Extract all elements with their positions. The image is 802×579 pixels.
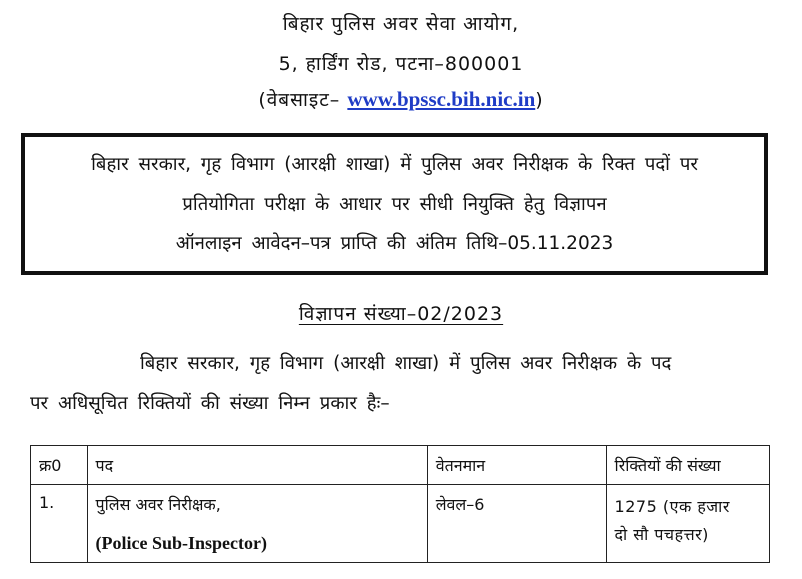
advertisement-number (0, 300, 802, 326)
advertisement-number-label: विज्ञापन संख्या–02/2023 (298, 303, 504, 325)
org-name: बिहार पुलिस अवर सेवा आयोग, (282, 13, 520, 35)
cell-post (87, 485, 427, 563)
header-pay-scale: वेतनमान (427, 446, 606, 485)
header-post: पद (87, 446, 427, 485)
post-name-english: (Police Sub-Inspector) (95, 533, 267, 553)
notice-line-2: प्रतियोगिता परीक्षा के आधार पर सीधी नियुक्ति हेतु विज्ञापन (182, 194, 607, 215)
website-link[interactable]: www.bpssc.bih.nic.in (347, 87, 536, 111)
intro-line-1: बिहार सरकार, गृह विभाग (आरक्षी शाखा) में पुलिस अवर निरीक्षक के पद (140, 353, 672, 374)
website-prefix: (वेबसाइट– (258, 89, 341, 111)
table-row (31, 485, 770, 563)
vacancy-table (30, 445, 770, 563)
org-address: 5, हार्डिंग रोड, पटना–800001 (278, 53, 524, 75)
notice-deadline: ऑनलाइन आवेदन–पत्र प्राप्ति की अंतिम तिथि–05.11.2023 (175, 233, 614, 254)
notice-box (21, 133, 768, 275)
vacancies-line-1: 1275 (एक हजार (614, 497, 730, 516)
vacancies-line-2: दो सौ पचहत्तर) (614, 525, 709, 544)
header-serial: क्र0 (31, 446, 88, 485)
notice-line-1: बिहार सरकार, गृह विभाग (आरक्षी शाखा) में पुलिस अवर निरीक्षक के रिक्त पदों पर (91, 154, 698, 175)
header-vacancies: रिक्तियों की संख्या (606, 446, 769, 485)
website-line (0, 86, 802, 112)
cell-vacancies (606, 485, 769, 563)
website-suffix: ) (535, 89, 544, 111)
post-name-hindi: पुलिस अवर निरीक्षक, (95, 495, 221, 514)
cell-serial: 1. (31, 485, 88, 563)
cell-pay-scale: लेवल–6 (427, 485, 606, 563)
table-header-row (31, 446, 770, 485)
intro-line-2: पर अधिसूचित रिक्तियों की संख्या निम्न प्रकार हैः– (30, 393, 390, 414)
